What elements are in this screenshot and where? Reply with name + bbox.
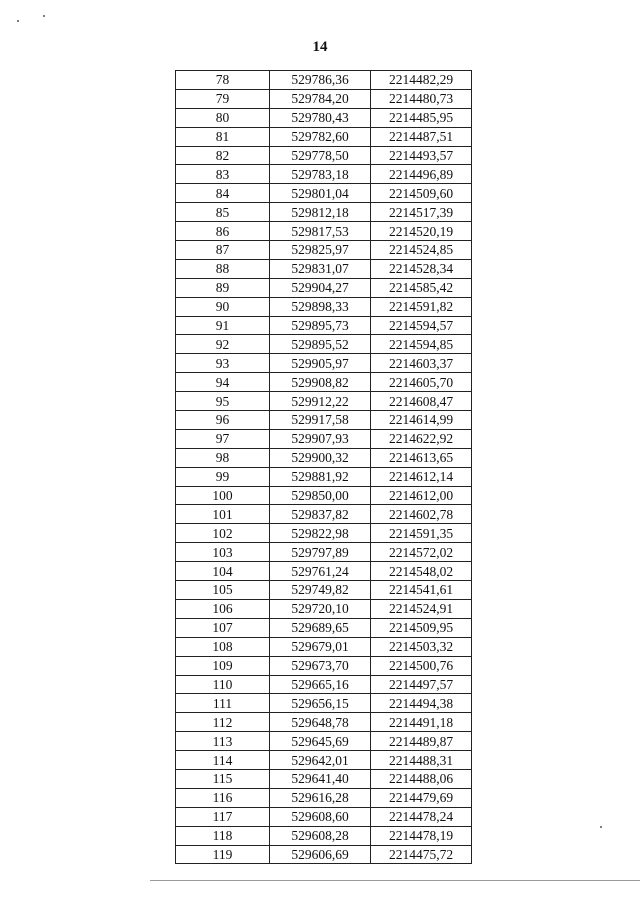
table-row: [176, 826, 472, 845]
table-row: [176, 127, 472, 146]
x-coordinate-cell: 529817,53: [270, 222, 371, 241]
bottom-scan-line: [150, 880, 640, 881]
y-coordinate-cell: 2214479,69: [371, 788, 472, 807]
y-coordinate-cell: 2214482,29: [371, 71, 472, 90]
x-coordinate-cell: 529608,60: [270, 807, 371, 826]
x-coordinate-cell: 529656,15: [270, 694, 371, 713]
point-number-cell: 84: [176, 184, 270, 203]
point-number-cell: 113: [176, 732, 270, 751]
x-coordinate-cell: 529895,52: [270, 335, 371, 354]
x-coordinate-cell: 529689,65: [270, 618, 371, 637]
x-coordinate-cell: 529801,04: [270, 184, 371, 203]
x-coordinate-cell: 529907,93: [270, 429, 371, 448]
table-row: [176, 108, 472, 127]
point-number-cell: 93: [176, 354, 270, 373]
point-number-cell: 99: [176, 467, 270, 486]
x-coordinate-cell: 529780,43: [270, 108, 371, 127]
scan-speck: [43, 15, 45, 17]
page-number: 14: [312, 39, 328, 55]
point-number-cell: 102: [176, 524, 270, 543]
y-coordinate-cell: 2214509,60: [371, 184, 472, 203]
point-number-cell: 106: [176, 599, 270, 618]
x-coordinate-cell: 529784,20: [270, 89, 371, 108]
x-coordinate-cell: 529900,32: [270, 448, 371, 467]
x-coordinate-cell: 529825,97: [270, 241, 371, 260]
x-coordinate-cell: 529606,69: [270, 845, 371, 864]
point-number-cell: 115: [176, 769, 270, 788]
table-row: [176, 656, 472, 675]
y-coordinate-cell: 2214509,95: [371, 618, 472, 637]
table-row: [176, 71, 472, 90]
y-coordinate-cell: 2214612,14: [371, 467, 472, 486]
point-number-cell: 86: [176, 222, 270, 241]
y-coordinate-cell: 2214524,91: [371, 599, 472, 618]
point-number-cell: 80: [176, 108, 270, 127]
point-number-cell: 119: [176, 845, 270, 864]
x-coordinate-cell: 529904,27: [270, 278, 371, 297]
y-coordinate-cell: 2214591,35: [371, 524, 472, 543]
x-coordinate-cell: 529912,22: [270, 392, 371, 411]
y-coordinate-cell: 2214594,85: [371, 335, 472, 354]
table-row: [176, 373, 472, 392]
table-row: [176, 222, 472, 241]
x-coordinate-cell: 529797,89: [270, 543, 371, 562]
y-coordinate-cell: 2214478,24: [371, 807, 472, 826]
point-number-cell: 116: [176, 788, 270, 807]
y-coordinate-cell: 2214622,92: [371, 429, 472, 448]
table-row: [176, 203, 472, 222]
y-coordinate-cell: 2214572,02: [371, 543, 472, 562]
x-coordinate-cell: 529648,78: [270, 713, 371, 732]
x-coordinate-cell: 529673,70: [270, 656, 371, 675]
table-row: [176, 807, 472, 826]
y-coordinate-cell: 2214603,37: [371, 354, 472, 373]
x-coordinate-cell: 529720,10: [270, 599, 371, 618]
table-row: [176, 675, 472, 694]
table-row: [176, 788, 472, 807]
point-number-cell: 103: [176, 543, 270, 562]
table-row: [176, 89, 472, 108]
point-number-cell: 79: [176, 89, 270, 108]
y-coordinate-cell: 2214488,06: [371, 769, 472, 788]
x-coordinate-cell: 529786,36: [270, 71, 371, 90]
x-coordinate-cell: 529645,69: [270, 732, 371, 751]
table-row: [176, 448, 472, 467]
table-row: [176, 429, 472, 448]
y-coordinate-cell: 2214528,34: [371, 259, 472, 278]
point-number-cell: 108: [176, 637, 270, 656]
point-number-cell: 97: [176, 429, 270, 448]
y-coordinate-cell: 2214497,57: [371, 675, 472, 694]
scan-speck: [17, 20, 19, 22]
point-number-cell: 94: [176, 373, 270, 392]
y-coordinate-cell: 2214548,02: [371, 562, 472, 581]
table-row: [176, 146, 472, 165]
point-number-cell: 100: [176, 486, 270, 505]
table-row: [176, 732, 472, 751]
point-number-cell: 82: [176, 146, 270, 165]
table-row: [176, 335, 472, 354]
y-coordinate-cell: 2214585,42: [371, 278, 472, 297]
point-number-cell: 111: [176, 694, 270, 713]
point-number-cell: 104: [176, 562, 270, 581]
x-coordinate-cell: 529761,24: [270, 562, 371, 581]
y-coordinate-cell: 2214591,82: [371, 297, 472, 316]
y-coordinate-cell: 2214524,85: [371, 241, 472, 260]
y-coordinate-cell: 2214605,70: [371, 373, 472, 392]
x-coordinate-cell: 529908,82: [270, 373, 371, 392]
x-coordinate-cell: 529917,58: [270, 411, 371, 430]
table-row: [176, 165, 472, 184]
y-coordinate-cell: 2214541,61: [371, 581, 472, 600]
point-number-cell: 107: [176, 618, 270, 637]
point-number-cell: 92: [176, 335, 270, 354]
table-row: [176, 392, 472, 411]
table-row: [176, 713, 472, 732]
table-row: [176, 845, 472, 864]
y-coordinate-cell: 2214488,31: [371, 751, 472, 770]
y-coordinate-cell: 2214487,51: [371, 127, 472, 146]
point-number-cell: 110: [176, 675, 270, 694]
y-coordinate-cell: 2214494,38: [371, 694, 472, 713]
table-row: [176, 562, 472, 581]
x-coordinate-cell: 529641,40: [270, 769, 371, 788]
x-coordinate-cell: 529881,92: [270, 467, 371, 486]
table-row: [176, 751, 472, 770]
table-row: [176, 278, 472, 297]
x-coordinate-cell: 529679,01: [270, 637, 371, 656]
coordinates-table: [175, 70, 472, 864]
point-number-cell: 90: [176, 297, 270, 316]
table-row: [176, 354, 472, 373]
table-row: [176, 618, 472, 637]
y-coordinate-cell: 2214594,57: [371, 316, 472, 335]
point-number-cell: 105: [176, 581, 270, 600]
table-row: [176, 316, 472, 335]
x-coordinate-cell: 529812,18: [270, 203, 371, 222]
y-coordinate-cell: 2214480,73: [371, 89, 472, 108]
point-number-cell: 98: [176, 448, 270, 467]
x-coordinate-cell: 529749,82: [270, 581, 371, 600]
point-number-cell: 89: [176, 278, 270, 297]
y-coordinate-cell: 2214475,72: [371, 845, 472, 864]
x-coordinate-cell: 529642,01: [270, 751, 371, 770]
point-number-cell: 101: [176, 505, 270, 524]
y-coordinate-cell: 2214614,99: [371, 411, 472, 430]
point-number-cell: 88: [176, 259, 270, 278]
y-coordinate-cell: 2214602,78: [371, 505, 472, 524]
y-coordinate-cell: 2214500,76: [371, 656, 472, 675]
table-row: [176, 581, 472, 600]
x-coordinate-cell: 529831,07: [270, 259, 371, 278]
x-coordinate-cell: 529778,50: [270, 146, 371, 165]
y-coordinate-cell: 2214608,47: [371, 392, 472, 411]
table-row: [176, 297, 472, 316]
table-row: [176, 486, 472, 505]
table-row: [176, 599, 472, 618]
x-coordinate-cell: 529783,18: [270, 165, 371, 184]
y-coordinate-cell: 2214478,19: [371, 826, 472, 845]
x-coordinate-cell: 529616,28: [270, 788, 371, 807]
point-number-cell: 117: [176, 807, 270, 826]
y-coordinate-cell: 2214489,87: [371, 732, 472, 751]
coordinates-table-body: [176, 71, 472, 864]
table-row: [176, 505, 472, 524]
point-number-cell: 118: [176, 826, 270, 845]
x-coordinate-cell: 529608,28: [270, 826, 371, 845]
table-row: [176, 259, 472, 278]
y-coordinate-cell: 2214496,89: [371, 165, 472, 184]
point-number-cell: 109: [176, 656, 270, 675]
point-number-cell: 91: [176, 316, 270, 335]
x-coordinate-cell: 529905,97: [270, 354, 371, 373]
x-coordinate-cell: 529665,16: [270, 675, 371, 694]
point-number-cell: 83: [176, 165, 270, 184]
x-coordinate-cell: 529782,60: [270, 127, 371, 146]
point-number-cell: 81: [176, 127, 270, 146]
point-number-cell: 95: [176, 392, 270, 411]
table-row: [176, 769, 472, 788]
table-row: [176, 241, 472, 260]
point-number-cell: 96: [176, 411, 270, 430]
table-row: [176, 467, 472, 486]
x-coordinate-cell: 529822,98: [270, 524, 371, 543]
y-coordinate-cell: 2214503,32: [371, 637, 472, 656]
table-row: [176, 637, 472, 656]
y-coordinate-cell: 2214613,65: [371, 448, 472, 467]
x-coordinate-cell: 529895,73: [270, 316, 371, 335]
point-number-cell: 112: [176, 713, 270, 732]
x-coordinate-cell: 529898,33: [270, 297, 371, 316]
point-number-cell: 85: [176, 203, 270, 222]
table-row: [176, 411, 472, 430]
y-coordinate-cell: 2214520,19: [371, 222, 472, 241]
y-coordinate-cell: 2214612,00: [371, 486, 472, 505]
table-row: [176, 694, 472, 713]
y-coordinate-cell: 2214485,95: [371, 108, 472, 127]
scan-speck: [600, 826, 602, 828]
table-row: [176, 524, 472, 543]
point-number-cell: 114: [176, 751, 270, 770]
point-number-cell: 87: [176, 241, 270, 260]
x-coordinate-cell: 529837,82: [270, 505, 371, 524]
y-coordinate-cell: 2214517,39: [371, 203, 472, 222]
table-row: [176, 543, 472, 562]
table-row: [176, 184, 472, 203]
x-coordinate-cell: 529850,00: [270, 486, 371, 505]
point-number-cell: 78: [176, 71, 270, 90]
y-coordinate-cell: 2214493,57: [371, 146, 472, 165]
y-coordinate-cell: 2214491,18: [371, 713, 472, 732]
